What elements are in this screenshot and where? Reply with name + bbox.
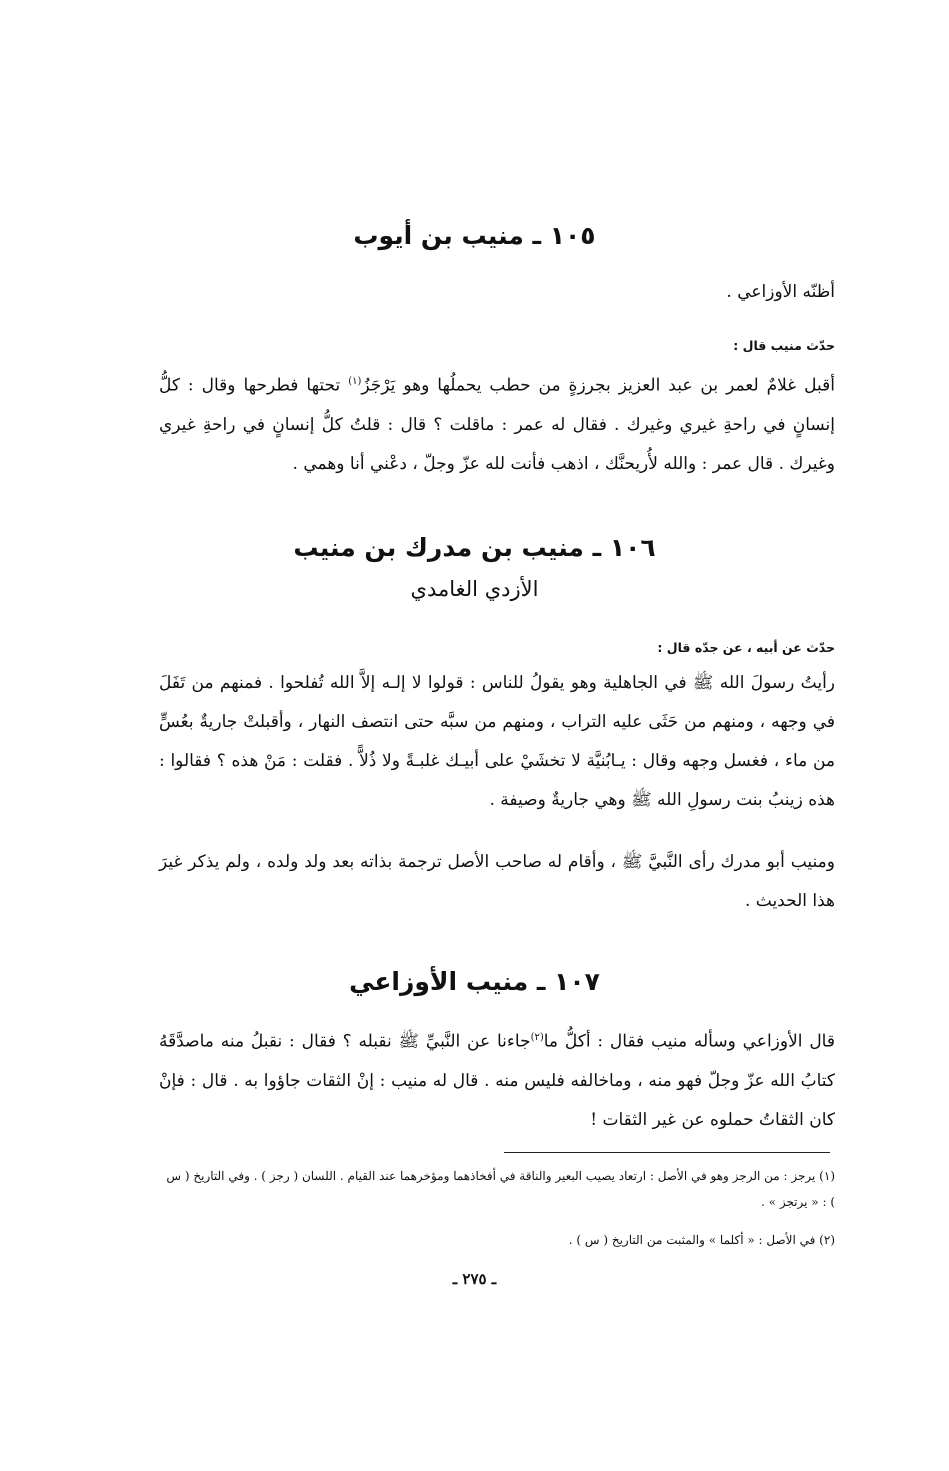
footnote-divider (504, 1152, 830, 1153)
entry-105-note: أظنّه الأوزاعي . (726, 282, 835, 302)
entry-105-text-part-2: تحتها فطرحها وقال : كلُّ إنسانٍ في راحةِ غيري وغيرك . فقال له عمر : ماقلت ؟ قال : قلتُ كلُّ إنسانٍ في راحةِ غيري وغيرك . قال عمر : والله لأُريحنَّك ، اذهب فأنت لله عزّ وجلّ ، دعْني أنا وهمي . (159, 375, 835, 474)
entry-105-intro: حدّث منيب قال : (733, 338, 835, 353)
entry-107-text-part-1: قال الأوزاعي وسأله منيب فقال : أكلُّ ما (543, 1031, 835, 1052)
entry-105-title: ١٠٥ ـ منيب بن أيوب (353, 221, 596, 250)
page-number: ـ ٢٧٥ ـ (452, 1270, 497, 1288)
entry-106-title: ١٠٦ ـ منيب بن مدرك بن منيب (293, 533, 656, 562)
footnote-ref-1: (١) (348, 376, 362, 387)
entry-106-subtitle: الأزدي الغامدي (410, 577, 539, 601)
entry-107-title: ١٠٧ ـ منيب الأوزاعي (349, 967, 600, 996)
footnote-ref-2: (٢) (530, 1032, 544, 1043)
entry-105-text (159, 362, 835, 484)
footnote-1: (١) يرجز : من الرجز وهو في الأصل : ارتعاد يصيب البعير والناقة في أفخاذهما ومؤخرهما عند القيام . اللسان ( رجز ) . وفي التاريخ ( س ) : « يرتجز » . (166, 1169, 835, 1209)
entry-107-text (159, 1018, 835, 1140)
footnote-2: (٢) في الأصل : « أكلما » والمثبت من التاريخ ( س ) . (568, 1233, 835, 1247)
entry-107-text-part-2: جاءنا عن النَّبيِّ ﷺ نقبله ؟ فقال : نقبلُ منه ماصدَّقَهُ كتابُ الله عزّ وجلّ فهو منه ، وماخالفه فليس منه . قال له منيب : إنْ الثقات جاؤوا به . قال : فإنْ كان الثقاتُ حملوه عن غير الثقات ! (159, 1031, 835, 1130)
entry-106-intro: حدّث عن أبيه ، عن جدّه قال : (657, 640, 835, 655)
entry-106-paragraph-1: رأيتُ رسولَ الله ﷺ في الجاهلية وهو يقولُ للناس : قولوا لا إلـه إلاَّ الله تُفلحوا . فمنهم من تَفَلَ في وجهه ، ومنهم من حَثَى عليه التراب ، ومنهم من سبَّه حتى انتصف النهار ، وأقبلتْ جاريةٌ بعُسٍّ من ماء ، فغسل وجهه وقال : يـابُنيَّة لا تخشَيْ على أبيـك غلبـةً ولا ذُلاًّ . فقلت : مَنْ هذه ؟ فقالوا : هذه زينبُ بنت رسولِ الله ﷺ وهي جاريةٌ وصيفة . (159, 673, 835, 810)
entry-106-paragraph-2: ومنيب أبو مدرك رأى النَّبيَّ ﷺ ، وأقام له صاحب الأصل ترجمة بذاته بعد ولد ولده ، ولم يذكر غيرَ هذا الحديث . (159, 852, 835, 911)
entry-105-text-part-1: أقبل غلامٌ لعمر بن عبد العزيز بجرزةٍ من حطب يحملُها وهو يَرْجَزُ (361, 375, 835, 396)
